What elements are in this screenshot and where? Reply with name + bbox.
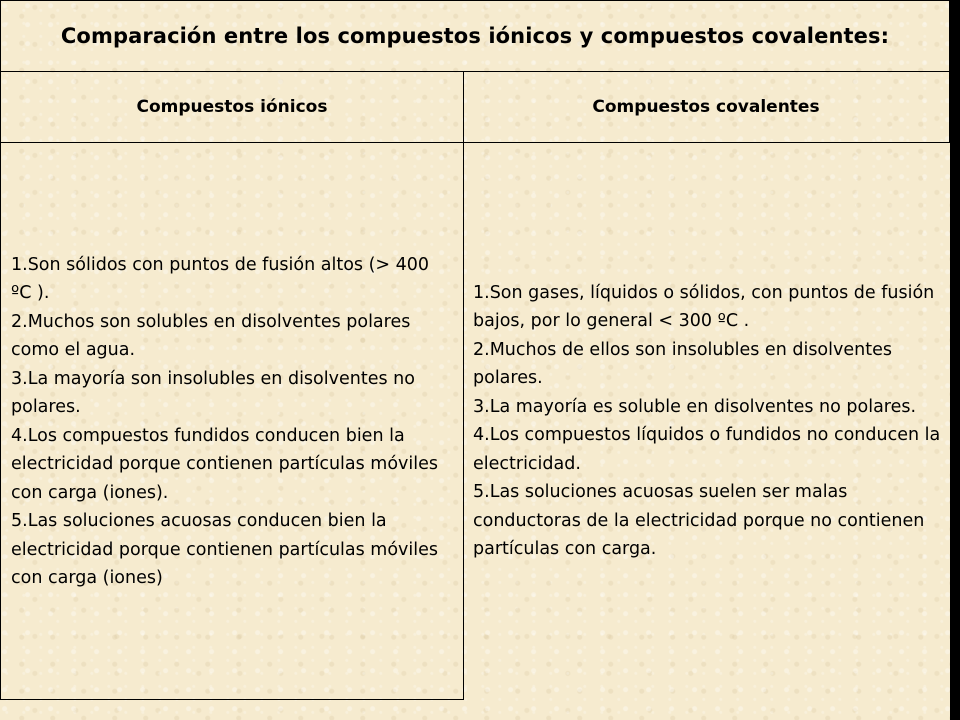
covalent-property-2: 2.Muchos de ellos son insolubles en disolventes polares. xyxy=(473,339,892,388)
covalent-properties-list xyxy=(473,279,942,564)
ionic-property-1: 1.Son sólidos con puntos de fusión altos (> 400 ºC ). xyxy=(11,254,430,303)
covalent-property-4: 4.Los compuestos líquidos o fundidos no conducen la electricidad. xyxy=(473,425,941,474)
ionic-property-3: 3.La mayoría son insolubles en disolventes no polares. xyxy=(11,368,415,417)
covalent-header: Compuestos covalentes xyxy=(592,97,820,117)
ionic-header: Compuestos iónicos xyxy=(136,97,328,117)
covalent-header-cell xyxy=(463,71,950,143)
covalent-body-cell xyxy=(463,142,950,720)
title-cell xyxy=(0,0,950,72)
ionic-properties-list xyxy=(11,251,453,593)
ionic-property-2: 2.Muchos son solubles en disolventes polares como el agua. xyxy=(11,311,411,360)
page-title: Comparación entre los compuestos iónicos y compuestos covalentes: xyxy=(60,24,890,48)
ionic-property-5: 5.Las soluciones acuosas conducen bien la electricidad porque contienen partículas móviles con carga (iones) xyxy=(11,511,439,588)
ionic-body-cell xyxy=(0,142,464,700)
covalent-property-1: 1.Son gases, líquidos o sólidos, con puntos de fusión bajos, por lo general < 300 ºC . xyxy=(473,282,935,331)
ionic-header-cell xyxy=(0,71,464,143)
covalent-property-3: 3.La mayoría es soluble en disolventes no polares. xyxy=(473,396,917,417)
right-edge-border xyxy=(950,0,960,720)
ionic-property-4: 4.Los compuestos fundidos conducen bien la electricidad porque contienen partículas móviles con carga (iones). xyxy=(11,425,439,503)
covalent-property-5: 5.Las soluciones acuosas suelen ser malas conductoras de la electricidad porque no contienen partículas con carga. xyxy=(473,482,925,559)
